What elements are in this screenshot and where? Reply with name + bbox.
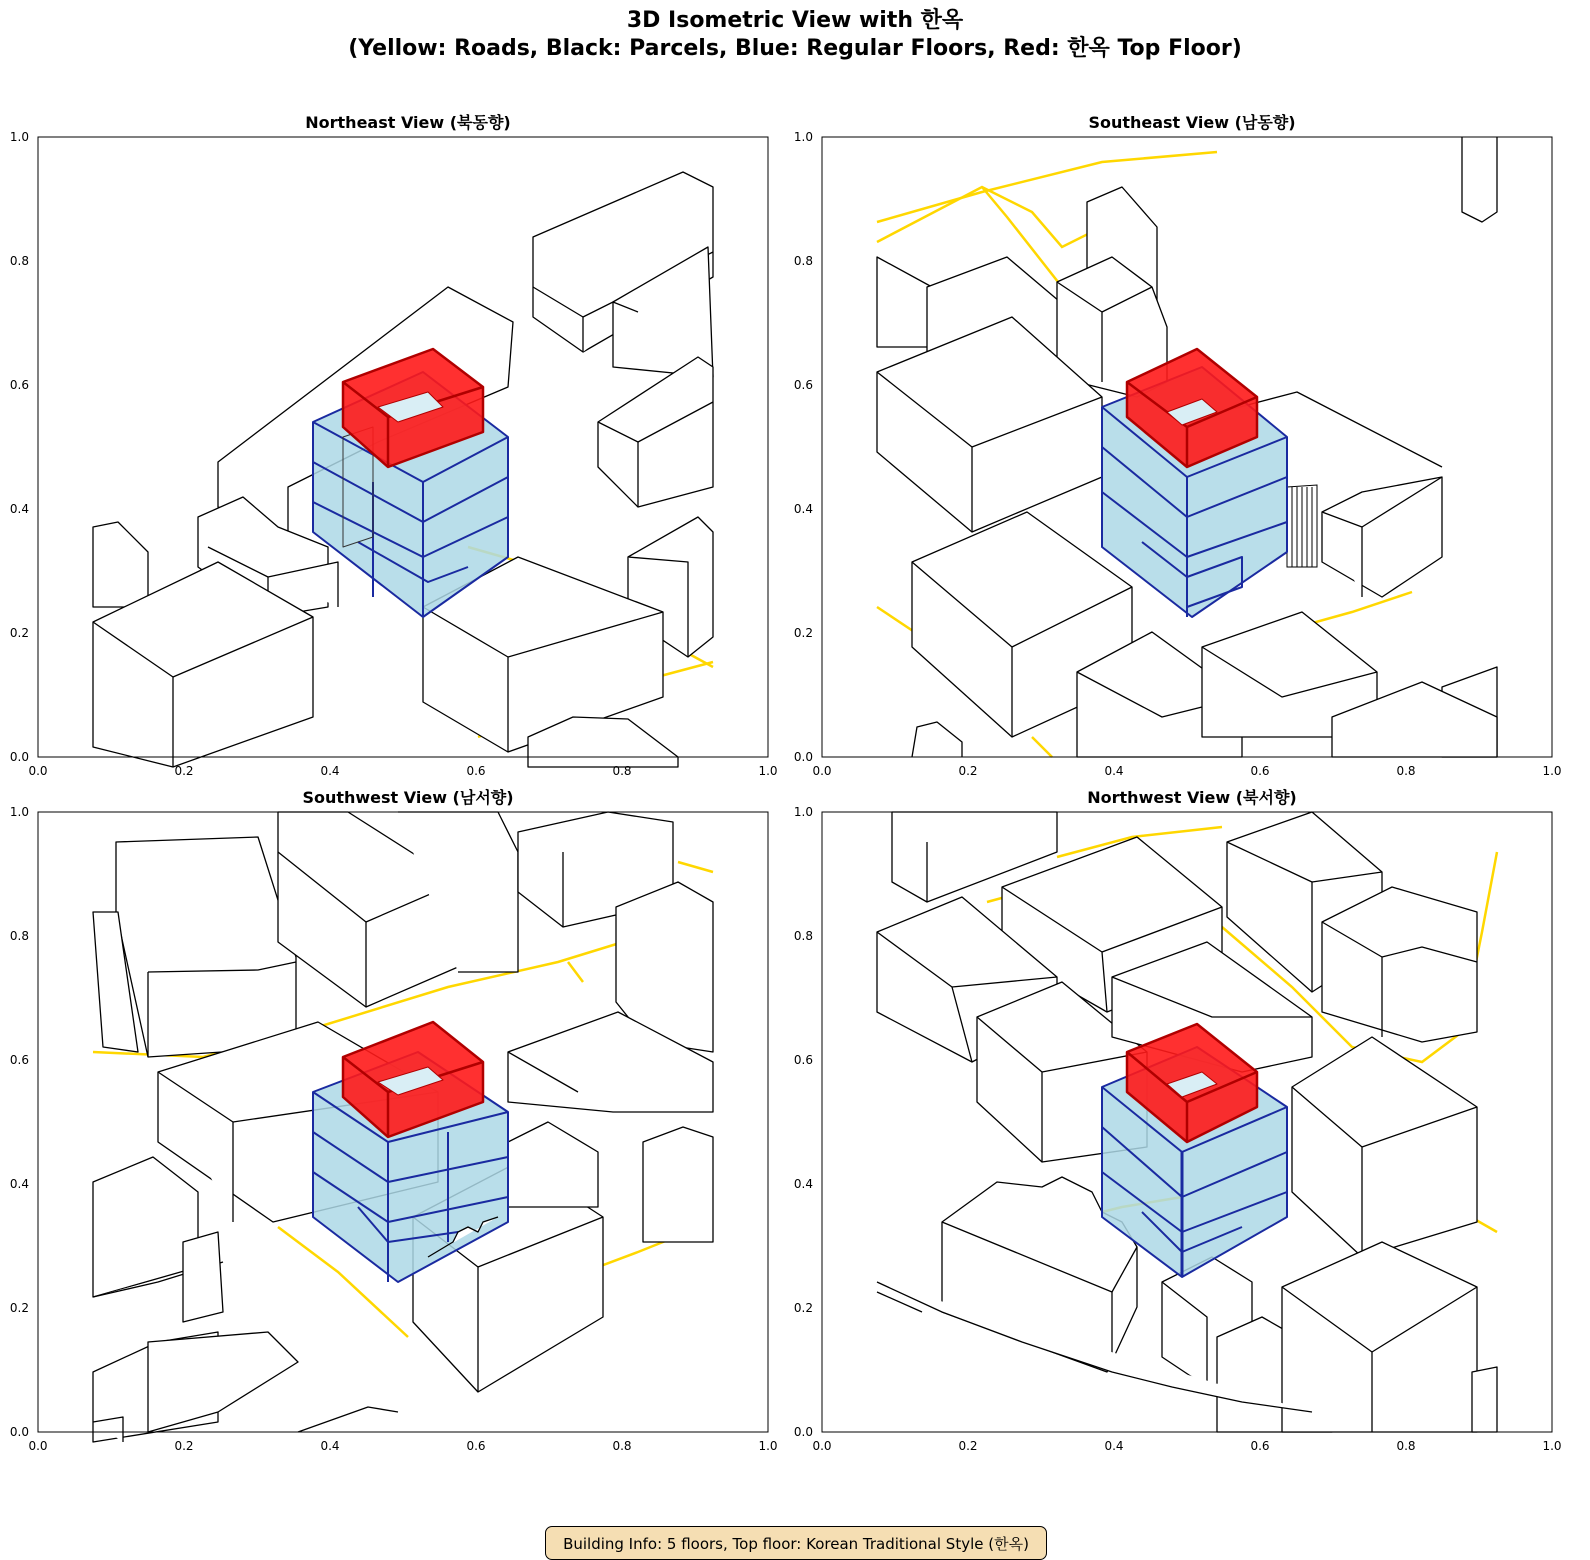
x-tick-label: 0.4 [1104, 764, 1124, 778]
y-tick-label: 0.4 [9, 502, 29, 516]
x-tick-label: 0.2 [958, 1439, 978, 1453]
y-tick-label: 0.2 [9, 626, 29, 640]
y-tick-label: 0.2 [9, 1301, 29, 1315]
northeast-view-panel [9, 130, 778, 778]
y-tick-label: 0.6 [793, 378, 813, 392]
panel-title-northwest: Northwest View (북서향) [1087, 788, 1297, 807]
x-tick-label: 0.6 [1250, 1439, 1270, 1453]
building-info-text: Building Info: 5 floors, Top floor: Korean Traditional Style (한옥) [563, 1534, 1029, 1553]
panel-title-northeast: Northeast View (북동향) [305, 113, 511, 132]
y-tick-label: 0.4 [793, 502, 813, 516]
x-tick-label: 0.6 [1250, 764, 1270, 778]
x-tick-label: 0.6 [466, 764, 486, 778]
y-tick-label: 0.0 [9, 750, 29, 764]
x-tick-label: 0.0 [28, 764, 48, 778]
figure-title-line2: (Yellow: Roads, Black: Parcels, Blue: Regular Floors, Red: 한옥 Top Floor) [348, 36, 1242, 61]
x-tick-label: 0.8 [612, 1439, 632, 1453]
x-tick-label: 1.0 [1542, 1439, 1562, 1453]
x-tick-label: 1.0 [758, 764, 778, 778]
y-tick-label: 0.8 [9, 254, 29, 268]
x-tick-label: 0.2 [958, 764, 978, 778]
x-tick-label: 0.0 [812, 1439, 832, 1453]
y-tick-label: 0.8 [793, 254, 813, 268]
x-tick-label: 0.2 [174, 1439, 194, 1453]
y-tick-label: 1.0 [793, 805, 813, 819]
y-tick-label: 0.0 [793, 1425, 813, 1439]
y-tick-label: 1.0 [9, 130, 29, 144]
x-tick-label: 1.0 [1542, 764, 1562, 778]
y-tick-label: 0.6 [793, 1053, 813, 1067]
x-tick-label: 0.8 [1396, 764, 1416, 778]
y-tick-label: 0.4 [793, 1177, 813, 1191]
y-tick-label: 0.0 [9, 1425, 29, 1439]
x-tick-label: 0.2 [174, 764, 194, 778]
y-tick-label: 0.6 [9, 1053, 29, 1067]
y-tick-label: 0.8 [9, 929, 29, 943]
y-tick-label: 0.2 [793, 626, 813, 640]
y-tick-label: 0.8 [793, 929, 813, 943]
y-tick-label: 0.6 [9, 378, 29, 392]
building-info-box [545, 1526, 1047, 1560]
x-tick-label: 0.0 [28, 1439, 48, 1453]
x-tick-label: 0.8 [612, 764, 632, 778]
x-tick-label: 0.4 [320, 1439, 340, 1453]
northwest-view-panel [793, 805, 1562, 1453]
southeast-view-panel [793, 130, 1562, 778]
northeast-hanok-building [313, 349, 508, 617]
panel-title-southeast: Southeast View (남동향) [1088, 113, 1296, 132]
x-tick-label: 0.6 [466, 1439, 486, 1453]
y-tick-label: 0.4 [9, 1177, 29, 1191]
figure-title-line1: 3D Isometric View with 한옥 [626, 8, 964, 33]
x-tick-label: 1.0 [758, 1439, 778, 1453]
y-tick-label: 1.0 [9, 805, 29, 819]
x-tick-label: 0.4 [320, 764, 340, 778]
x-tick-label: 0.4 [1104, 1439, 1124, 1453]
y-tick-label: 1.0 [793, 130, 813, 144]
x-tick-label: 0.8 [1396, 1439, 1416, 1453]
y-tick-label: 0.2 [793, 1301, 813, 1315]
southwest-view-panel [9, 805, 778, 1453]
panel-title-southwest: Southwest View (남서향) [302, 788, 514, 807]
southeast-hanok-building [1102, 349, 1287, 617]
southeast-stripe-detail [1287, 485, 1317, 567]
y-tick-label: 0.0 [793, 750, 813, 764]
x-tick-label: 0.0 [812, 764, 832, 778]
